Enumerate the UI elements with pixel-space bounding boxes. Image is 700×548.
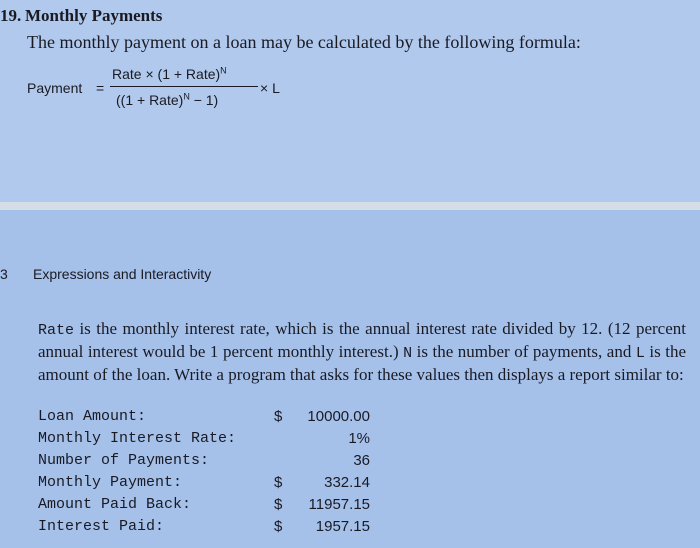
report-row [38, 430, 378, 452]
chapter-title: Expressions and Interactivity [33, 266, 212, 282]
report-label: Loan Amount: [38, 408, 147, 425]
report-dollar: $ [274, 496, 283, 513]
problem-panel [0, 0, 700, 202]
formula-denominator-pre: ((1 + Rate) [116, 92, 184, 108]
problem-description [38, 318, 686, 385]
problem-intro: The monthly payment on a loan may be calculated by the following formula: [27, 32, 581, 52]
report-label: Monthly Interest Rate: [38, 430, 237, 447]
report-dollar: $ [274, 408, 283, 425]
formula-multiplier: × L [260, 80, 280, 96]
var-n: N [403, 345, 413, 362]
page-divider [0, 202, 700, 210]
problem-title: Monthly Payments [25, 6, 163, 25]
report-row [38, 474, 378, 496]
report-value: 10000.00 [307, 408, 370, 425]
para-text-3: is the amount of the loan. Write a program that asks for these values then displays a report similar to: [38, 342, 686, 384]
report-dollar: $ [274, 518, 283, 535]
formula-denominator-exponent: N [183, 91, 190, 102]
report-label: Amount Paid Back: [38, 496, 192, 513]
sample-report [38, 408, 378, 540]
var-l: L [635, 345, 645, 362]
report-label: Monthly Payment: [38, 474, 183, 491]
report-row [38, 518, 378, 540]
formula-fraction-bar [110, 86, 258, 87]
problem-number: 19. [0, 6, 22, 25]
formula-equals: = [96, 80, 105, 96]
report-value: 1957.15 [315, 518, 370, 535]
formula-denominator-post: − 1) [189, 92, 219, 108]
var-rate: Rate [38, 322, 75, 339]
formula-numerator [112, 66, 227, 82]
formula-numerator-exponent: N [220, 65, 227, 76]
report-row [38, 496, 378, 518]
chapter-number: 3 [0, 266, 8, 282]
formula-denominator [116, 92, 218, 108]
formula-label: Payment [27, 80, 83, 96]
report-row [38, 452, 378, 474]
para-text-1: is the monthly interest rate, which is the annual interest rate divided by 12. (12 percent annual interest would be 1 percent monthly interest.) [38, 319, 686, 361]
report-label: Interest Paid: [38, 518, 165, 535]
report-value: 36 [353, 452, 370, 469]
report-dollar: $ [274, 474, 283, 491]
report-row [38, 408, 378, 430]
report-value: 11957.15 [308, 496, 370, 513]
formula-numerator-text: Rate × (1 + Rate) [112, 66, 221, 82]
report-label: Number of Payments: [38, 452, 210, 469]
report-value: 332.14 [324, 474, 370, 491]
report-value: 1% [348, 430, 370, 447]
para-text-2: is the number of payments, and [412, 342, 636, 361]
